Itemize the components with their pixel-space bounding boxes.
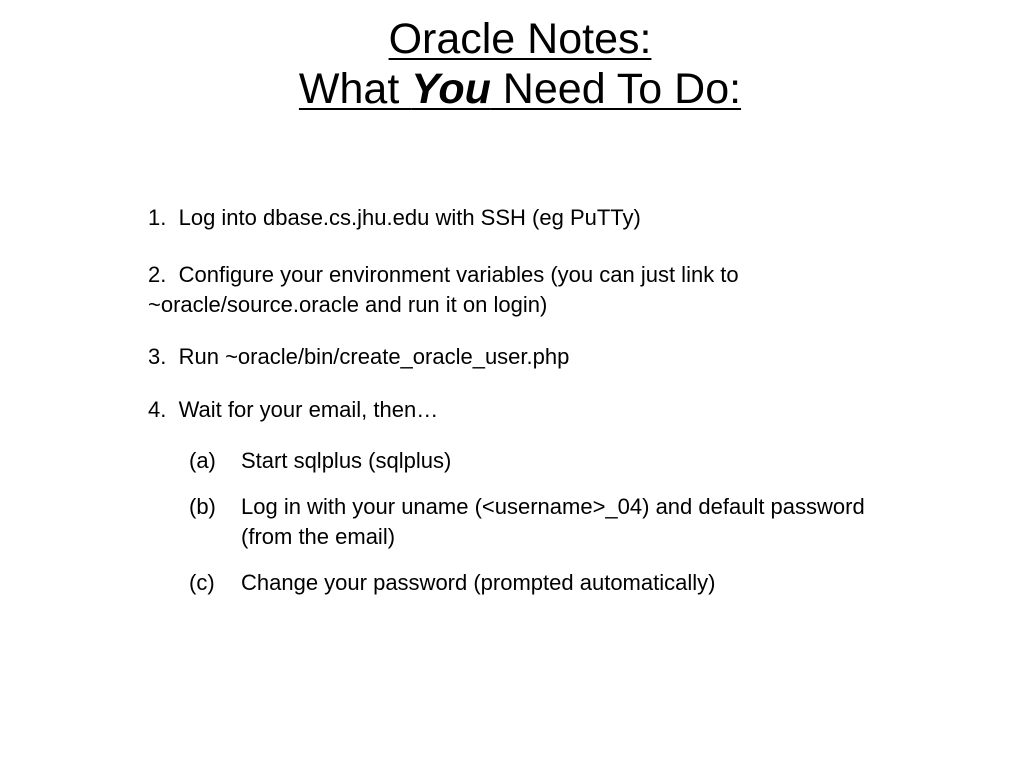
slide-title [0, 14, 1024, 114]
list-item [148, 342, 569, 372]
title-what: What [298, 65, 412, 113]
sub-item-text: Start sqlplus (sqlplus) [241, 448, 452, 473]
item-text: Wait for your email, then… [178, 397, 439, 422]
item-number: 1. [148, 205, 167, 230]
item-number: 3. [148, 344, 167, 369]
sub-list-item [189, 492, 869, 552]
item-number: 4. [148, 397, 167, 422]
item-text: Run ~oracle/bin/create_oracle_user.php [178, 344, 570, 369]
title-need-to-do: Need To Do: [490, 65, 742, 113]
sub-item-marker: (b) [189, 494, 216, 519]
sub-item-marker: (a) [189, 448, 216, 473]
item-text: Log into dbase.cs.jhu.edu with SSH (eg PuTTy) [178, 205, 641, 230]
item-number: 2. [148, 262, 167, 287]
sub-item-text: Log in with your uname (<username>_04) and default password (from the email) [241, 494, 865, 549]
list-item [148, 203, 641, 233]
title-oracle-notes: Oracle Notes: [388, 15, 652, 63]
list-item [148, 260, 848, 320]
title-you: You [411, 65, 491, 113]
sub-item-marker: (c) [189, 570, 215, 595]
sub-list-item [189, 568, 869, 598]
sub-item-text: Change your password (prompted automatically) [241, 570, 716, 595]
sub-list-item [189, 446, 869, 476]
item-text: Configure your environment variables (you can just link to ~oracle/source.oracle and run it on login) [148, 262, 739, 317]
title-line-1 [0, 14, 1024, 64]
title-line-2 [0, 64, 1024, 114]
list-item [148, 395, 438, 425]
